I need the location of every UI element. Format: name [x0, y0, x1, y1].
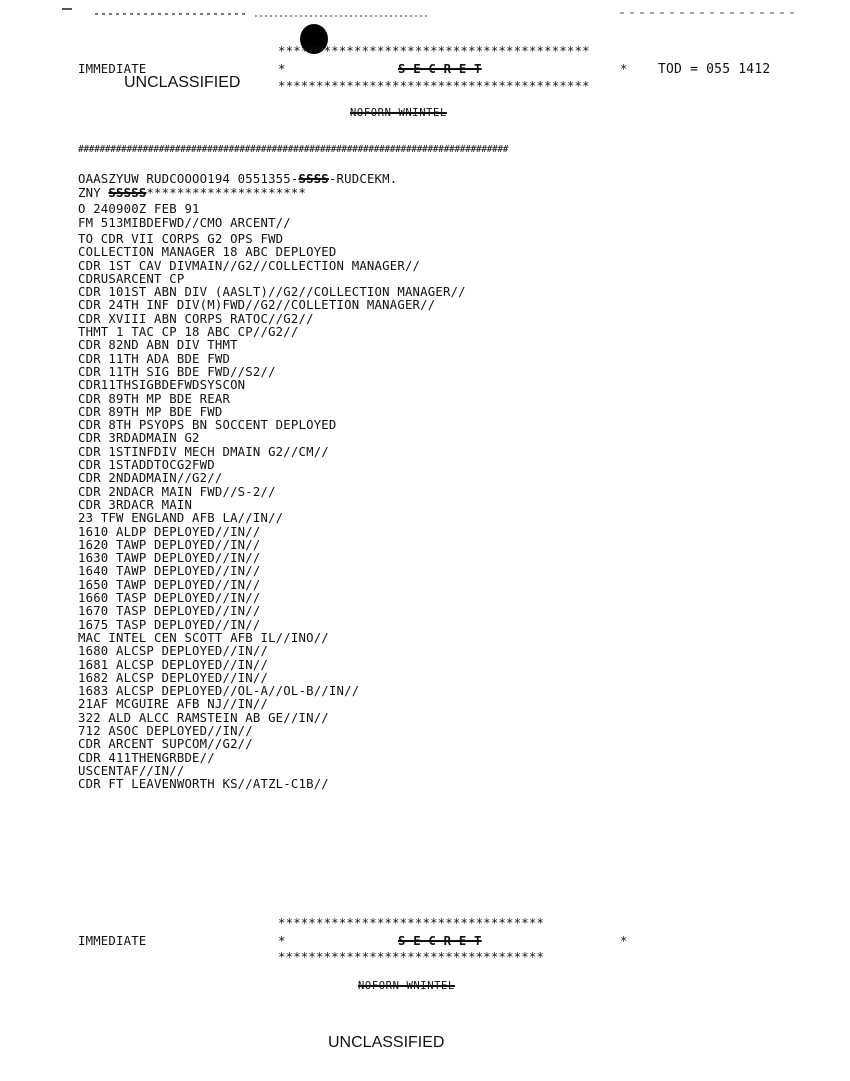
addressee-line: CDR 3RDADMAIN G2 — [78, 431, 200, 446]
zny-line — [78, 186, 306, 200]
addressee-line: CDR 1STINFDIV MECH DMAIN G2//CM// — [78, 444, 329, 459]
addressee-line: CDR11THSIGBDEFWDSYSCON — [78, 378, 246, 393]
addressee-line: CDR 101ST ABN DIV (AASLT)//G2//COLLECTION MANAGER// — [78, 285, 466, 300]
from-line: FM 513MIBDEFWD//CMO ARCENT// — [78, 216, 291, 230]
addressee-line: USCENTAF//IN// — [78, 763, 185, 778]
header-stars-top: ***************************************** — [278, 44, 590, 58]
scan-noise — [95, 13, 245, 15]
addressee-line: CDR 82ND ABN DIV THMT — [78, 338, 238, 353]
header-caveat: NOFORN WNINTEL — [350, 107, 447, 119]
addressee-line: 1630 TAWP DEPLOYED//IN// — [78, 551, 261, 566]
footer-precedence: IMMEDIATE — [78, 934, 147, 948]
routing-line — [78, 172, 397, 186]
routing-tail: -RUDCEKM. — [328, 172, 398, 186]
header-stars-bottom: ***************************************** — [278, 79, 590, 93]
zny-prefix: ZNY — [78, 186, 109, 200]
addressee-line: 1683 ALCSP DEPLOYED//OL-A//OL-B//IN// — [78, 684, 360, 699]
header-star-left: * — [278, 62, 286, 76]
footer-stars-bottom: *********************************** — [278, 950, 545, 964]
routing-indicator: OAASZYUW RUDCOOOO194 0551355- — [78, 172, 299, 186]
header-precedence: IMMEDIATE — [78, 62, 147, 76]
zny-stars: ********************* — [146, 186, 307, 200]
addressee-line: CDR 1ST CAV DIVMAIN//G2//COLLECTION MANAGER// — [78, 258, 421, 273]
addressee-line: THMT 1 TAC CP 18 ABC CP//G2// — [78, 325, 299, 340]
addressee-line: CDR 89TH MP BDE FWD — [78, 404, 223, 419]
scan-noise — [620, 12, 800, 14]
addressee-line: CDR 8TH PSYOPS BN SOCCENT DEPLOYED — [78, 418, 337, 433]
addressee-line: COLLECTION MANAGER 18 ABC DEPLOYED — [78, 245, 337, 260]
addressee-line: 23 TFW ENGLAND AFB LA//IN// — [78, 511, 284, 526]
addressee-line: 1640 TAWP DEPLOYED//IN// — [78, 564, 261, 579]
addressee-line: CDR FT LEAVENWORTH KS//ATZL-C1B// — [78, 777, 329, 792]
addressee-line: 1682 ALCSP DEPLOYED//IN// — [78, 670, 269, 685]
scan-noise — [62, 8, 72, 10]
footer-caveat: NOFORN WNINTEL — [358, 980, 455, 992]
separator-line: ################################################################################ — [78, 144, 509, 155]
scan-noise — [255, 15, 430, 17]
addressee-line: 1610 ALDP DEPLOYED//IN// — [78, 524, 261, 539]
footer-classification: S E C R E T — [398, 934, 482, 948]
addressee-line: 21AF MCGUIRE AFB NJ//IN// — [78, 697, 269, 712]
addressee-line: CDR 411THENGRBDE// — [78, 750, 215, 765]
addressee-line: CDR ARCENT SUPCOM//G2// — [78, 737, 253, 752]
declassification-stamp-bottom: UNCLASSIFIED — [328, 1034, 445, 1051]
addressee-line: 1675 TASP DEPLOYED//IN// — [78, 617, 261, 632]
date-time-group: O 240900Z FEB 91 — [78, 202, 200, 216]
addressee-line: 1680 ALCSP DEPLOYED//IN// — [78, 644, 269, 659]
addressee-line: CDR 2NDADMAIN//G2// — [78, 471, 223, 486]
header-classification: S E C R E T — [398, 62, 482, 76]
addressee-line: 1660 TASP DEPLOYED//IN// — [78, 591, 261, 606]
addressee-line: 1670 TASP DEPLOYED//IN// — [78, 604, 261, 619]
footer-star-left: * — [278, 934, 286, 948]
addressee-line: CDR 1STADDTOCG2FWD — [78, 458, 215, 473]
footer-star-right: * — [620, 934, 628, 948]
addressee-line: CDR 3RDACR MAIN — [78, 497, 193, 512]
addressee-line: 1650 TAWP DEPLOYED//IN// — [78, 577, 261, 592]
header-star-right: * — [620, 62, 628, 76]
addressee-line: 712 ASOC DEPLOYED//IN// — [78, 723, 253, 738]
addressee-line: CDRUSARCENT CP — [78, 271, 185, 286]
addressee-line: CDR XVIII ABN CORPS RATOC//G2// — [78, 311, 314, 326]
declassification-stamp-top: UNCLASSIFIED — [124, 74, 241, 91]
addressee-line: CDR 24TH INF DIV(M)FWD//G2//COLLETION MANAGER// — [78, 298, 436, 313]
routing-redacted: SSSS — [298, 172, 329, 186]
footer-stars-top: *********************************** — [278, 916, 545, 930]
addressee-line: 1681 ALCSP DEPLOYED//IN// — [78, 657, 269, 672]
addressee-line: CDR 89TH MP BDE REAR — [78, 391, 231, 406]
addressee-line: TO CDR VII CORPS G2 OPS FWD — [78, 232, 284, 246]
addressee-line: MAC INTEL CEN SCOTT AFB IL//INO// — [78, 630, 329, 645]
time-of-delivery: TOD = 055 1412 — [658, 62, 771, 77]
zny-redacted: SSSSS — [108, 186, 147, 200]
addressee-line: 1620 TAWP DEPLOYED//IN// — [78, 537, 261, 552]
addressee-line: CDR 11TH ADA BDE FWD — [78, 351, 231, 366]
addressee-line: 322 ALD ALCC RAMSTEIN AB GE//IN// — [78, 710, 329, 725]
addressee-list — [78, 233, 466, 791]
addressee-line: CDR 2NDACR MAIN FWD//S-2// — [78, 484, 276, 499]
addressee-line: CDR 11TH SIG BDE FWD//S2// — [78, 364, 276, 379]
